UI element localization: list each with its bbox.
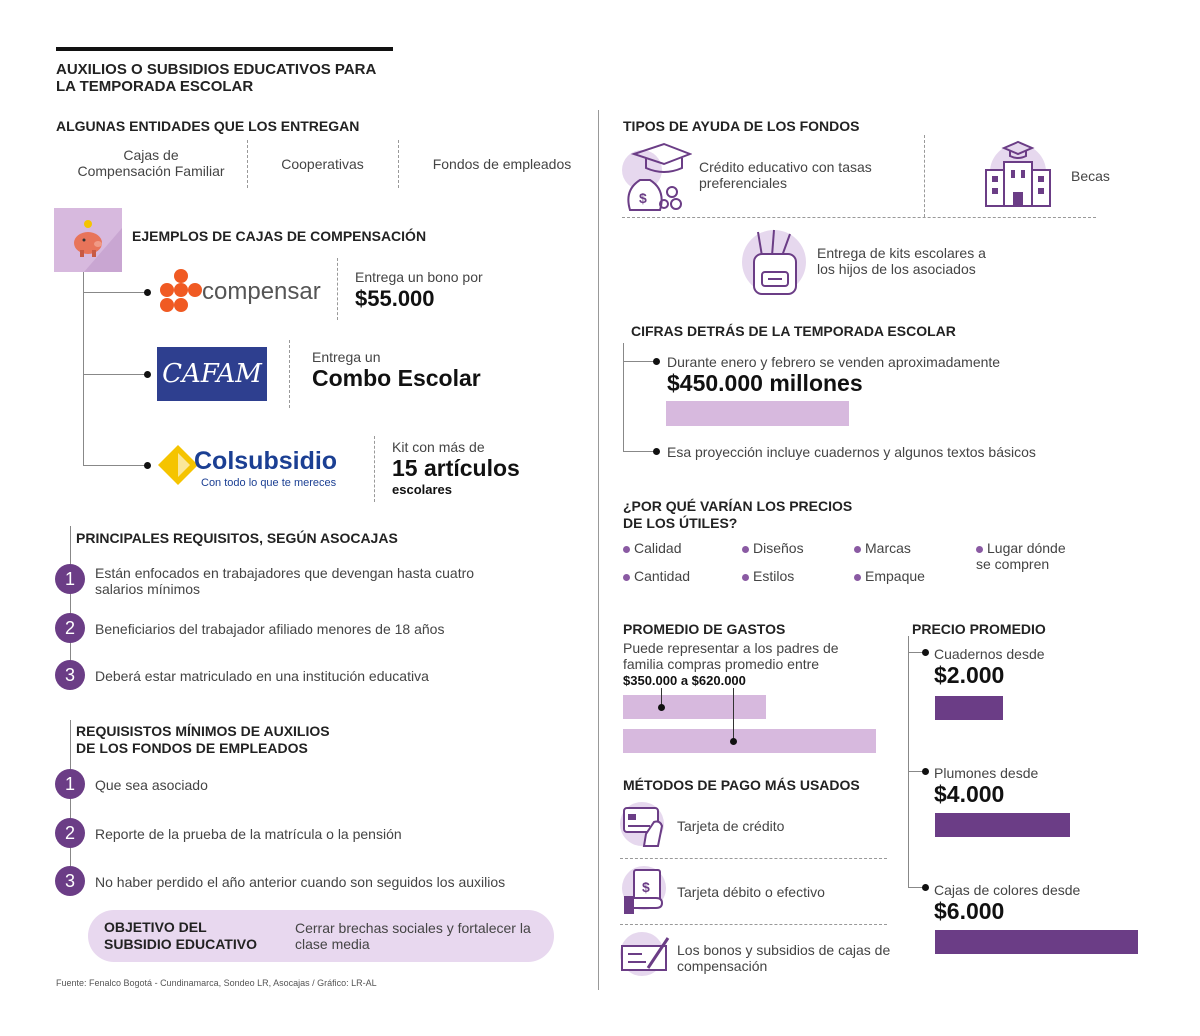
precio-factor: Empaque	[854, 568, 925, 584]
tipo-becas: Becas	[1071, 168, 1110, 184]
school-building-icon	[980, 140, 1052, 212]
precio-dot	[922, 768, 929, 775]
colsubsidio-text: Kit con más de	[392, 439, 485, 455]
minimos-heading: REQUISISTOS MÍNIMOS DE AUXILIOS DE LOS FONDOS DE EMPLEADOS	[76, 723, 330, 756]
precio-bar-plumones	[935, 813, 1070, 837]
divider	[374, 436, 375, 502]
precio-value: $4.000	[934, 781, 1005, 807]
gastos-bar-min	[623, 695, 766, 719]
requisito-item: Están enfocados en trabajadores que devengan hasta cuatro salarios mínimos	[95, 565, 475, 597]
check-icon	[620, 932, 672, 984]
objetivo-text: Cerrar brechas sociales y fortalecer la clase media	[295, 920, 531, 952]
precio-factor: Lugar dónde se compren	[976, 540, 1066, 572]
precios-heading: ¿POR QUÉ VARÍAN LOS PRECIOS DE LOS ÚTILES?	[623, 498, 853, 531]
cifras-line1: Durante enero y febrero se venden aproximadamente	[667, 354, 1001, 370]
tree-branch	[83, 292, 147, 293]
gastos-heading: PROMEDIO DE GASTOS	[623, 621, 786, 637]
gastos-text: Puede representar a los padres de familia compras promedio entre	[623, 640, 839, 672]
step-number: 3	[55, 660, 85, 690]
svg-text:$: $	[642, 879, 650, 895]
precio-bar-cuadernos	[935, 696, 1003, 720]
tree-dot	[144, 462, 151, 469]
precio-value: $6.000	[934, 898, 1005, 924]
cafam-logo: CAFAM	[157, 347, 267, 401]
minimos-line	[70, 720, 71, 882]
step-number: 1	[55, 769, 85, 799]
cifras-heading: CIFRAS DETRÁS DE LA TEMPORADA ESCOLAR	[631, 323, 956, 339]
precio-promedio-heading: PRECIO PROMEDIO	[912, 621, 1046, 637]
requisitos-line	[70, 526, 71, 676]
tree-line	[83, 272, 84, 465]
compensar-logo: compensar	[158, 268, 323, 316]
minimo-item: No haber perdido el año anterior cuando son seguidos los auxilios	[95, 874, 506, 890]
objetivo-label: OBJETIVO DEL SUBSIDIO EDUCATIVO	[104, 919, 257, 952]
cafam-value: Combo Escolar	[312, 365, 481, 391]
colsubsidio-logo: Colsubsidio Con todo lo que te mereces	[158, 443, 363, 493]
tipo-credito: Crédito educativo con tasas preferenciales	[699, 159, 872, 191]
minimo-item: Reporte de la prueba de la matrícula o la pensión	[95, 826, 402, 842]
entity-fondos: Fondos de empleados	[432, 156, 572, 172]
precio-label: Cajas de colores desde	[934, 882, 1081, 898]
svg-text:$: $	[639, 190, 647, 206]
tipo-kits: Entrega de kits escolares a los hijos de los asociados	[817, 245, 986, 277]
page-title: AUXILIOS O SUBSIDIOS EDUCATIVOS PARA LA TEMPORADA ESCOLAR	[56, 61, 377, 95]
precio-label: Cuadernos desde	[934, 646, 1045, 662]
cifras-value: $450.000 millones	[667, 370, 863, 396]
objetivo-box	[88, 910, 554, 962]
precio-factor: Diseños	[742, 540, 804, 556]
graduation-money-icon	[620, 140, 692, 212]
step-number: 2	[55, 613, 85, 643]
cifras-dot	[653, 358, 660, 365]
divider	[620, 858, 887, 859]
requisito-item: Deberá estar matriculado en una institución educativa	[95, 668, 429, 684]
gastos-pointer	[733, 688, 734, 740]
source-note: Fuente: Fenalco Bogotá - Cundinamarca, Sondeo LR, Asocajas / Gráfico: LR-AL	[56, 978, 377, 988]
precio-dot	[922, 649, 929, 656]
divider	[247, 140, 248, 188]
backpack-icon	[740, 226, 812, 298]
cash-icon	[620, 866, 672, 918]
tipos-heading: TIPOS DE AYUDA DE LOS FONDOS	[623, 118, 860, 134]
precio-label: Plumones desde	[934, 765, 1039, 781]
metodo-item: Tarjeta débito o efectivo	[677, 884, 825, 900]
title-rule	[56, 47, 393, 51]
tree-dot	[144, 371, 151, 378]
requisito-item: Beneficiarios del trabajador afiliado menores de 18 años	[95, 621, 445, 637]
metodo-item: Los bonos y subsidios de cajas de compensación	[677, 942, 891, 974]
metodos-heading: MÉTODOS DE PAGO MÁS USADOS	[623, 777, 860, 793]
compensar-text: Entrega un bono por	[355, 269, 483, 285]
tree-dot	[144, 289, 151, 296]
cifras-dot	[653, 448, 660, 455]
compensar-value: $55.000	[355, 286, 435, 311]
step-number: 1	[55, 564, 85, 594]
entity-cajas: Cajas de Compensación Familiar	[77, 147, 225, 179]
gastos-dot	[658, 704, 665, 711]
step-number: 3	[55, 866, 85, 896]
divider	[398, 140, 399, 188]
minimo-item: Que sea asociado	[95, 777, 208, 793]
divider	[620, 924, 887, 925]
entities-heading: ALGUNAS ENTIDADES QUE LOS ENTREGAN	[56, 118, 360, 134]
cafam-text: Entrega un	[312, 349, 381, 365]
requisitos-heading: PRINCIPALES REQUISITOS, SEGÚN ASOCAJAS	[76, 530, 398, 546]
divider	[289, 340, 290, 408]
precio-factor: Cantidad	[623, 568, 690, 584]
divider	[924, 135, 925, 217]
tree-branch	[83, 465, 147, 466]
divider	[622, 217, 1096, 218]
gastos-bar-max	[623, 729, 876, 753]
credit-card-icon	[620, 800, 672, 852]
cifras-bar	[666, 401, 849, 426]
cifras-line	[623, 343, 624, 451]
colsubsidio-value: 15 artículos	[392, 455, 520, 481]
precio-factor: Marcas	[854, 540, 911, 556]
step-number: 2	[55, 818, 85, 848]
gastos-range: $350.000 a $620.000	[623, 673, 746, 688]
cifras-branch	[623, 451, 656, 452]
precio-bar-colores	[935, 930, 1138, 954]
colsubsidio-sub: escolares	[392, 482, 452, 497]
precio-factor: Estilos	[742, 568, 794, 584]
piggy-bank-icon	[54, 208, 122, 272]
tree-branch	[83, 374, 147, 375]
precio-line	[908, 636, 909, 888]
precio-value: $2.000	[934, 662, 1005, 688]
column-divider	[598, 110, 599, 990]
precio-dot	[922, 884, 929, 891]
cifras-branch	[623, 361, 656, 362]
entity-cooperativas: Cooperativas	[281, 156, 364, 172]
gastos-dot	[730, 738, 737, 745]
divider	[337, 258, 338, 320]
cifras-line2: Esa proyección incluye cuadernos y algunos textos básicos	[667, 444, 1036, 460]
examples-heading: EJEMPLOS DE CAJAS DE COMPENSACIÓN	[132, 228, 427, 244]
metodo-item: Tarjeta de crédito	[677, 818, 785, 834]
precio-factor: Calidad	[623, 540, 681, 556]
